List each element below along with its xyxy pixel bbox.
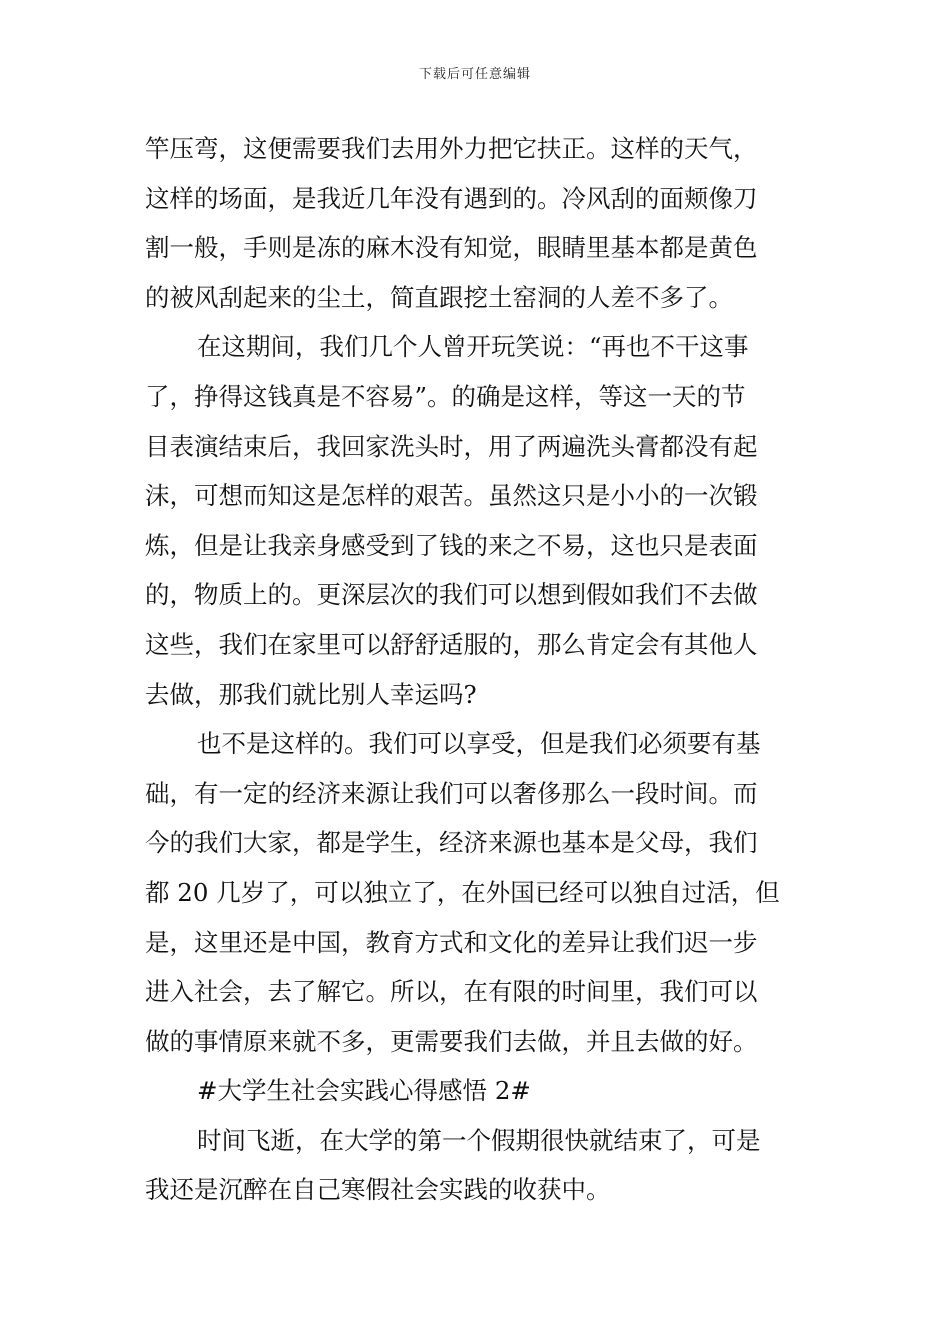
text-line: 竿压弯，这便需要我们去用外力把它扶正。这样的天气， — [145, 134, 758, 163]
text-line: 础，有一定的经济来源让我们可以奢侈那么一段时间。而 — [145, 778, 758, 808]
text-line: 的，物质上的。更深层次的我们可以想到假如我们不去做 — [145, 580, 758, 610]
text-line: 是，这里还是中国，教育方式和文化的差异让我们迟一步 — [145, 927, 758, 957]
text-line: 沫，可想而知这是怎样的艰苦。虽然这只是小小的一次锻 — [145, 481, 758, 511]
text-line: 我还是沉醉在自己寒假社会实践的收获中。 — [145, 1175, 611, 1205]
text-line: 了，挣得这钱真是不容易”。的确是这样，等这一天的节 — [145, 381, 746, 411]
text-line: 这些，我们在家里可以舒舒适服的，那么肯定会有其他人 — [145, 629, 758, 659]
text-line: 进入社会，去了解它。所以，在有限的时间里，我们可以 — [145, 977, 758, 1007]
text-line: 都 20 几岁了，可以独立了，在外国已经可以独自过活，但 — [145, 877, 780, 907]
text-line: 做的事情原来就不多，更需要我们去做，并且去做的好。 — [145, 1026, 758, 1056]
text-line: 今的我们大家，都是学生，经济来源也基本是父母，我们 — [145, 828, 758, 858]
text-line: 时间飞逝，在大学的第一个假期很快就结束了，可是 — [197, 1125, 761, 1155]
text-line: 在这期间，我们几个人曾开玩笑说：“再也不干这事 — [197, 332, 749, 362]
text-line: 炼，但是让我亲身感受到了钱的来之不易，这也只是表面 — [145, 530, 758, 560]
body-text — [145, 124, 810, 1215]
text-line: 也不是这样的。我们可以享受，但是我们必须要有基 — [197, 729, 761, 759]
text-line: #大学生社会实践心得感悟 2# — [197, 1076, 531, 1106]
text-line: 的被风刮起来的尘土，简直跟挖土窑洞的人差不多了。 — [145, 282, 733, 312]
page-header: 下载后可任意编辑 — [418, 67, 531, 82]
text-line: 去做，那我们就比别人幸运吗? — [145, 679, 477, 709]
text-line: 目表演结束后，我回家洗头时，用了两遍洗头膏都没有起 — [145, 431, 758, 461]
text-line: 割一般，手则是冻的麻木没有知觉，眼睛里基本都是黄色 — [145, 233, 758, 263]
text-line: 这样的场面，是我近几年没有遇到的。冷风刮的面颊像刀 — [145, 183, 758, 213]
